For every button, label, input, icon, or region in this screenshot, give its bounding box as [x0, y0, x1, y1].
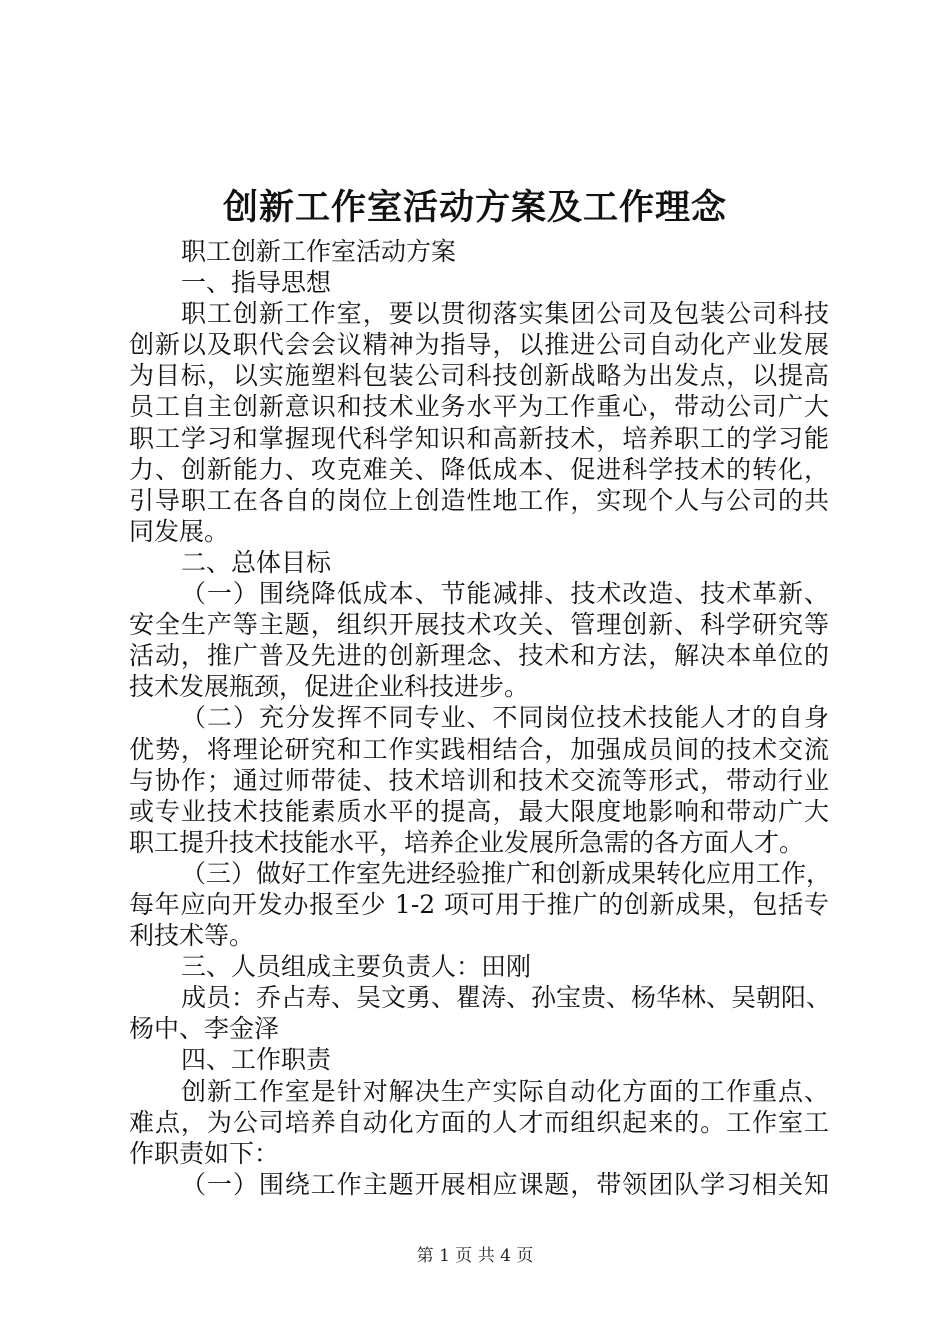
text-line: 技术发展瓶颈，促进企业科技进步。: [129, 672, 530, 702]
text-line: 每年应向开发办报至少 1-2 项可用于推广的创新成果，包括专: [129, 889, 829, 919]
text-line: 职工创新工作室活动方案: [181, 237, 457, 266]
text-line: 为目标，以实施塑料包装公司科技创新战略为出发点，以提高: [129, 361, 829, 391]
text-line: 利技术等。: [129, 921, 255, 951]
text-line: 优势，将理论研究和工作实践相结合，加强成员间的技术交流: [129, 734, 829, 764]
text-line: 力、创新能力、攻克难关、降低成本、促进科学技术的转化，: [129, 454, 829, 484]
text-line: 杨中、李金泽: [129, 1014, 280, 1044]
section-heading: 二、总体目标: [181, 547, 332, 577]
text-line: 职工创新工作室，要以贯彻落实集团公司及包装公司科技: [181, 299, 829, 329]
text-line: （一）围绕工作主题开展相应课题，带领团队学习相关知: [181, 1169, 829, 1199]
text-line: 或专业技术技能素质水平的提高，最大限度地影响和带动广大: [129, 796, 829, 826]
text-line: 安全生产等主题，组织开展技术攻关、管理创新、科学研究等: [129, 610, 829, 640]
text-line: 员工自主创新意识和技术业务水平为工作重心，带动公司广大: [129, 392, 829, 422]
text-line: 职工提升技术技能水平，培养企业发展所急需的各方面人才。: [129, 827, 805, 857]
text-line: 引导职工在各自的岗位上创造性地工作，实现个人与公司的共: [129, 485, 829, 515]
text-line: 难点，为公司培养自动化方面的人才而组织起来的。工作室工: [129, 1107, 829, 1137]
text-line: 创新工作室是针对解决生产实际自动化方面的工作重点、: [181, 1076, 829, 1106]
text-line: 创新以及职代会会议精神为指导，以推进公司自动化产业发展: [129, 330, 829, 360]
text-line: （二）充分发挥不同专业、不同岗位技术技能人才的自身: [181, 703, 829, 733]
text-line: 活动，推广普及先进的创新理念、技术和方法，解决本单位的: [129, 641, 829, 671]
text-line: 成员：乔占寿、吴文勇、瞿涛、孙宝贵、杨华林、吴朝阳、: [181, 983, 832, 1013]
document-title: 创新工作室活动方案及工作理念: [222, 187, 727, 228]
document-body: [129, 236, 832, 1200]
section-heading: 四、工作职责: [181, 1045, 332, 1075]
section-heading: 一、指导思想: [181, 268, 332, 298]
section-heading: 三、人员组成主要负责人：田刚: [181, 952, 532, 982]
text-line: 与协作；通过师带徒、技术培训和技术交流等形式，带动行业: [129, 765, 829, 795]
text-line: （三）做好工作室先进经验推广和创新成果转化应用工作，: [181, 858, 832, 888]
page-number: 第 1 页 共 4 页: [416, 1246, 534, 1266]
text-line: （一）围绕降低成本、节能减排、技术改造、技术革新、: [181, 579, 829, 609]
text-line: 作职责如下：: [129, 1138, 280, 1168]
text-line: 同发展。: [129, 516, 230, 546]
text-line: 职工学习和掌握现代科学知识和高新技术，培养职工的学习能: [129, 423, 829, 453]
